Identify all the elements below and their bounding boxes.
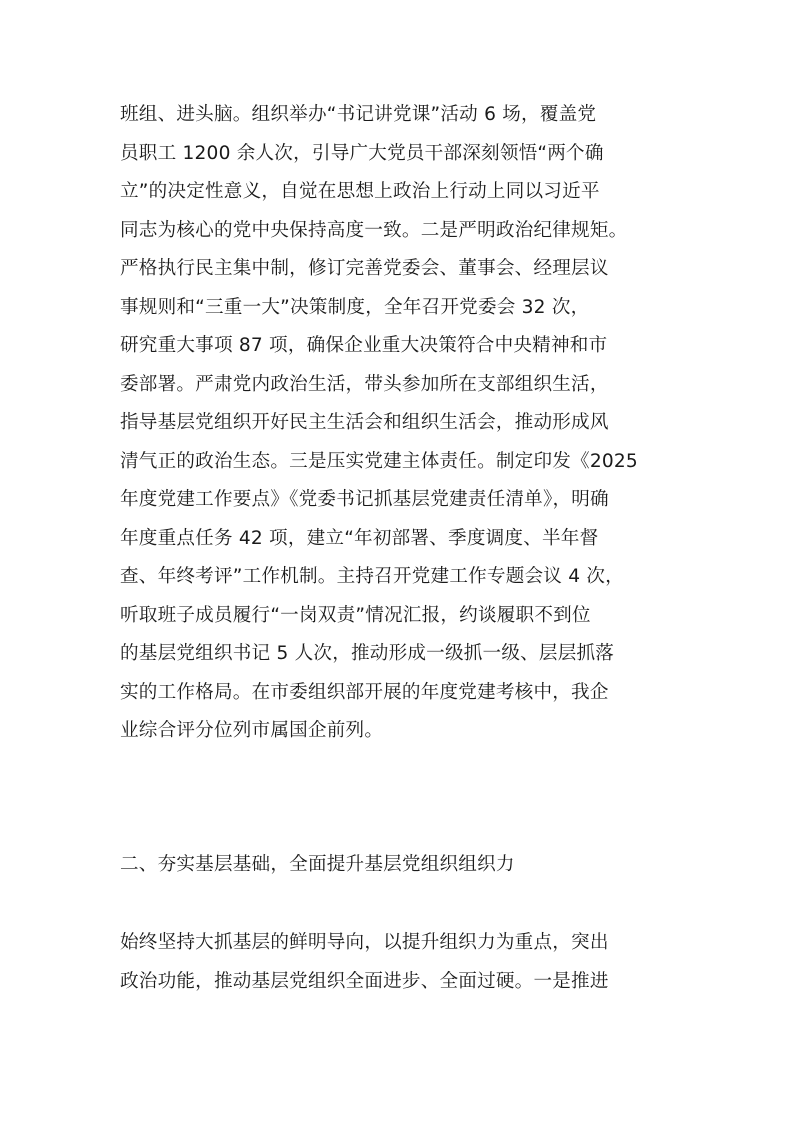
- text-line: 同志为核心的党中央保持高度一致。二是严明政治纪律规矩。: [120, 219, 628, 241]
- body-paragraph-2: [120, 924, 680, 1001]
- text-line: 政治功能，推动基层党组织全面进步、全面过硬。一是推进: [120, 970, 609, 992]
- text-line: 事规则和“三重一大”决策制度，全年召开党委会 32 次，: [120, 296, 590, 318]
- text-line: 年度党建工作要点》《党委书记抓基层党建责任清单》，明确: [120, 489, 609, 510]
- text-line: 实的工作格局。在市委组织部开展的年度党建考核中，我企: [120, 681, 609, 703]
- text-line: 听取班子成员履行“一岗双责”情况汇报，约谈履职不到位: [120, 604, 591, 626]
- text-line: 委部署。严肃党内政治生活，带头参加所在支部组织生活，: [120, 373, 609, 395]
- text-line: 指导基层党组织开好民主生活会和组织生活会，推动形成风: [120, 412, 609, 433]
- text-line: 查、年终考评”工作机制。主持召开党建工作专题会议 4 次，: [120, 566, 624, 587]
- section-heading: [120, 846, 680, 885]
- text-line: 的基层党组织书记 5 人次，推动形成一级抓一级、层层抓落: [120, 643, 615, 664]
- text-line: 班组、进头脑。组织举办“书记讲党课”活动 6 场，覆盖党: [120, 104, 597, 125]
- text-line: 年度重点任务 42 项，建立“年初部署、季度调度、半年督: [120, 527, 599, 549]
- text-line: 始终坚持大抓基层的鲜明导向，以提升组织力为重点，突出: [120, 932, 609, 953]
- section-heading-text: 二、夯实基层基础，全面提升基层党组织组织力: [120, 854, 515, 875]
- text-line: 业综合评分位列市属国企前列。: [120, 720, 384, 741]
- text-line: 研究重大事项 87 项，确保企业重大决策符合中央精神和市: [120, 335, 608, 356]
- text-line: 立”的决定性意义，自觉在思想上政治上行动上同以习近平: [120, 181, 600, 202]
- text-line: 清气正的政治生态。三是压实党建主体责任。制定印发《2025: [120, 450, 638, 472]
- text-line: 员职工 1200 余人次，引导广大党员干部深刻领悟“两个确: [120, 142, 604, 164]
- body-paragraph-1: [120, 96, 680, 751]
- text-line: 严格执行民主集中制，修订完善党委会、董事会、经理层议: [120, 258, 609, 279]
